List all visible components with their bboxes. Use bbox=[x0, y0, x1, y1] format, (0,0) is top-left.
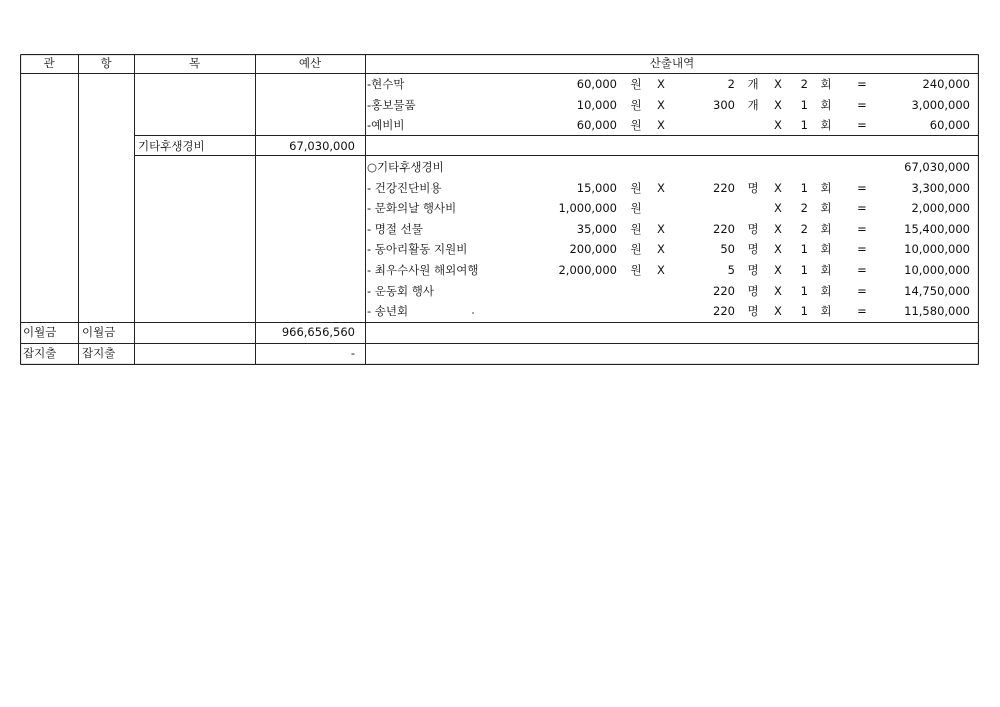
cell-tunit: 회 bbox=[820, 201, 832, 216]
cell-times: 2 bbox=[800, 221, 808, 236]
cell-qunit: 개 bbox=[747, 77, 759, 91]
cell-x1: X bbox=[657, 180, 665, 195]
cell-x1: X bbox=[657, 118, 665, 133]
cell-tunit: 회 bbox=[820, 118, 832, 133]
cell-unit: 원 bbox=[630, 221, 642, 236]
cell-name: - 최우수사원 해외여행 bbox=[367, 262, 479, 277]
header-budget: 예산 bbox=[298, 56, 322, 70]
cell-qty: 5 bbox=[727, 262, 735, 277]
cell-eq: = bbox=[857, 242, 867, 257]
cell-qty: 220 bbox=[713, 283, 735, 298]
cell-qunit: 명 bbox=[747, 283, 759, 298]
cell-name: -예비비 bbox=[367, 118, 405, 133]
budget-table bbox=[20, 54, 979, 365]
cell-name: - 송년회 bbox=[367, 304, 409, 319]
cell-eq: = bbox=[857, 201, 867, 216]
cell-price: 10,000 bbox=[576, 97, 617, 112]
cell-total: 240,000 bbox=[922, 77, 970, 91]
budget-value: 67,030,000 bbox=[289, 139, 355, 153]
stray-dot bbox=[472, 312, 474, 314]
cell-times: 1 bbox=[800, 304, 808, 319]
cell-unit: 원 bbox=[630, 242, 642, 257]
cell-eq: = bbox=[857, 77, 867, 91]
gwan-label: 이월금 bbox=[23, 325, 57, 339]
budget-value: 966,656,560 bbox=[281, 325, 355, 339]
cell-unit: 원 bbox=[630, 77, 642, 91]
cell-eq: = bbox=[857, 118, 867, 133]
cell-tunit: 회 bbox=[820, 221, 832, 236]
cell-x2: X bbox=[774, 97, 782, 112]
cell-qunit: 명 bbox=[747, 304, 759, 319]
cell-qty: 2 bbox=[727, 77, 735, 91]
cell-total: 3,300,000 bbox=[911, 180, 970, 195]
cell-price: 200,000 bbox=[569, 242, 617, 257]
cell-tunit: 회 bbox=[820, 283, 832, 298]
cell-times: 1 bbox=[800, 242, 808, 257]
header-detail: 산출내역 bbox=[649, 56, 695, 70]
cell-name: - 운동회 행사 bbox=[367, 283, 435, 298]
cell-qty: 220 bbox=[713, 180, 735, 195]
cell-tunit: 회 bbox=[820, 304, 832, 319]
cell-qunit: 명 bbox=[747, 242, 759, 257]
cell-tunit: 회 bbox=[820, 97, 832, 112]
cell-total: 60,000 bbox=[929, 118, 970, 133]
cell-price: 1,000,000 bbox=[558, 201, 617, 216]
cell-eq: = bbox=[857, 262, 867, 277]
cell-x1: X bbox=[657, 242, 665, 257]
cell-price: 15,000 bbox=[576, 180, 617, 195]
cell-tunit: 회 bbox=[820, 242, 832, 257]
cell-name: -홍보물품 bbox=[367, 97, 416, 112]
hang-label: 잡지출 bbox=[82, 346, 116, 360]
cell-times: 1 bbox=[800, 283, 808, 298]
cell-tunit: 회 bbox=[820, 262, 832, 277]
cell-unit: 원 bbox=[630, 180, 642, 195]
cell-x1: X bbox=[657, 77, 665, 91]
cell-x1: X bbox=[657, 221, 665, 236]
cell-eq: = bbox=[857, 221, 867, 236]
cell-tunit: 회 bbox=[820, 77, 832, 91]
cell-x2: X bbox=[774, 221, 782, 236]
cell-name: - 명절 선물 bbox=[367, 221, 423, 236]
cell-x2: X bbox=[774, 77, 782, 91]
cell-total: 11,580,000 bbox=[904, 304, 970, 319]
cell-eq: = bbox=[857, 304, 867, 319]
cell-qunit: 명 bbox=[747, 180, 759, 195]
section-title: ○기타후생경비 bbox=[367, 160, 444, 174]
header-mok: 목 bbox=[188, 56, 201, 70]
cell-x2: X bbox=[774, 201, 782, 216]
mok-label: 기타후생경비 bbox=[138, 139, 205, 153]
cell-qty: 220 bbox=[713, 221, 735, 236]
cell-price: 2,000,000 bbox=[558, 262, 617, 277]
cell-price: 60,000 bbox=[576, 77, 617, 91]
cell-x2: X bbox=[774, 180, 782, 195]
cell-eq: = bbox=[857, 180, 867, 195]
cell-total: 3,000,000 bbox=[911, 97, 970, 112]
cell-x2: X bbox=[774, 304, 782, 319]
cell-tunit: 회 bbox=[820, 180, 832, 195]
cell-name: -현수막 bbox=[367, 77, 405, 91]
cell-qunit: 명 bbox=[747, 221, 759, 236]
cell-unit: 원 bbox=[630, 97, 642, 112]
cell-x2: X bbox=[774, 283, 782, 298]
cell-price: 60,000 bbox=[576, 118, 617, 133]
cell-total: 10,000,000 bbox=[904, 242, 970, 257]
cell-total: 15,400,000 bbox=[904, 221, 970, 236]
cell-times: 1 bbox=[800, 262, 808, 277]
cell-qty: 300 bbox=[713, 97, 735, 112]
cell-times: 1 bbox=[800, 118, 808, 133]
gwan-label: 잡지출 bbox=[23, 346, 57, 360]
cell-name: - 동아리활동 지원비 bbox=[367, 242, 468, 257]
cell-times: 2 bbox=[800, 77, 808, 91]
cell-x2: X bbox=[774, 242, 782, 257]
cell-times: 1 bbox=[800, 97, 808, 112]
cell-unit: 원 bbox=[630, 262, 642, 277]
cell-qunit: 명 bbox=[747, 262, 759, 277]
cell-total: 14,750,000 bbox=[904, 283, 970, 298]
cell-eq: = bbox=[857, 283, 867, 298]
cell-qty: 50 bbox=[720, 242, 735, 257]
cell-times: 2 bbox=[800, 201, 808, 216]
cell-qty: 220 bbox=[713, 304, 735, 319]
cell-eq: = bbox=[857, 97, 867, 112]
header-gwan: 관 bbox=[43, 56, 55, 70]
header-hang: 항 bbox=[100, 56, 112, 70]
cell-x1: X bbox=[657, 262, 665, 277]
cell-unit: 원 bbox=[630, 118, 642, 133]
budget-value: - bbox=[350, 346, 355, 360]
cell-x1: X bbox=[657, 97, 665, 112]
cell-name: - 문화의날 행사비 bbox=[367, 201, 457, 216]
cell-name: - 건강진단비용 bbox=[367, 180, 442, 195]
cell-total: 2,000,000 bbox=[911, 201, 970, 216]
hang-label: 이월금 bbox=[82, 325, 116, 339]
cell-qunit: 개 bbox=[747, 97, 759, 112]
cell-price: 35,000 bbox=[576, 221, 617, 236]
section-total: 67,030,000 bbox=[904, 160, 970, 174]
cell-x2: X bbox=[774, 262, 782, 277]
cell-x2: X bbox=[774, 118, 782, 133]
cell-total: 10,000,000 bbox=[904, 262, 970, 277]
cell-unit: 원 bbox=[630, 201, 642, 216]
cell-times: 1 bbox=[800, 180, 808, 195]
